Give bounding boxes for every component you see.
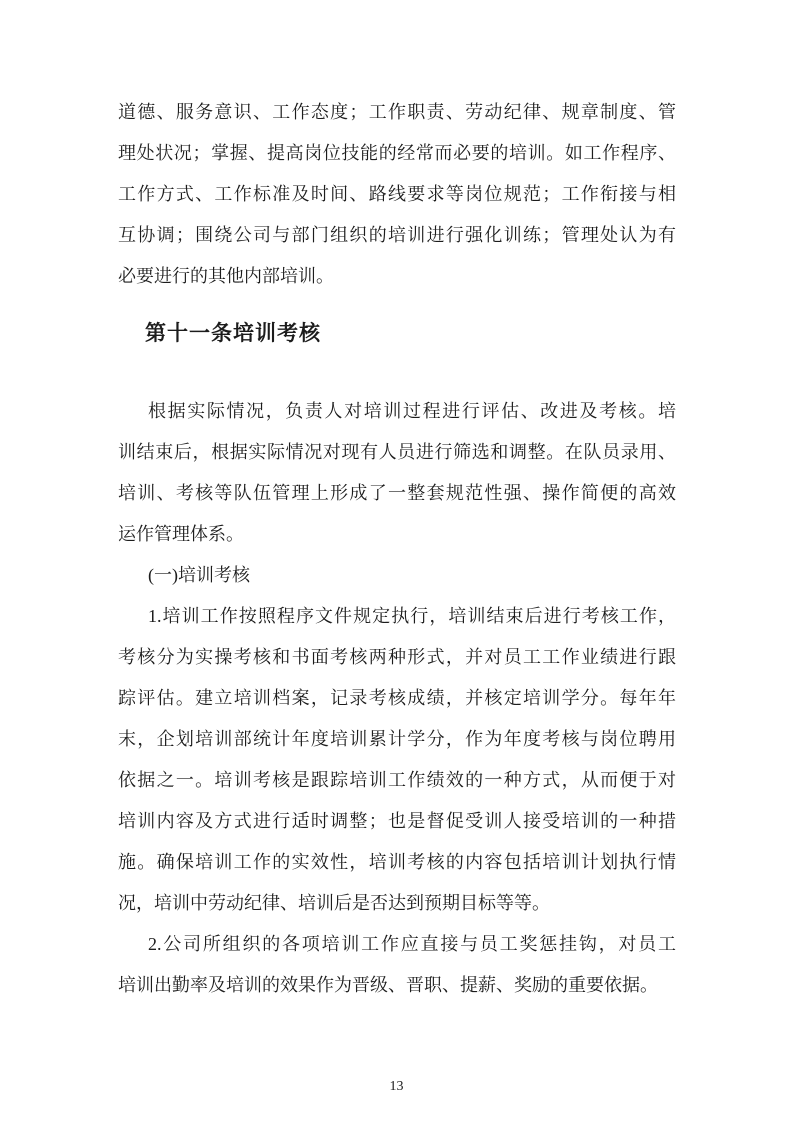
text-line: 踪评估。建立培训档案，记录考核成绩，并核定培训学分。每年年 <box>118 688 676 708</box>
paragraph <box>118 555 676 596</box>
text-line: 互协调；围绕公司与部门组织的培训进行强化训练；管理处认为有 <box>118 225 676 245</box>
text-line: 1.培训工作按照程序文件规定执行，培训结束后进行考核工作， <box>148 606 676 626</box>
text-line: 根据实际情况，负责人对培训过程进行评估、改进及考核。培 <box>148 401 676 421</box>
paragraph <box>118 924 676 1006</box>
text-line: 运作管理体系。 <box>118 524 244 544</box>
paragraph <box>118 92 676 297</box>
section-heading <box>118 313 676 354</box>
text-line: 培训、考核等队伍管理上形成了一整套规范性强、操作简便的高效 <box>118 483 676 503</box>
text-line: 训结束后，根据实际情况对现有人员进行筛选和调整。在队员录用、 <box>118 442 676 462</box>
heading-text-line: 第十一条培训考核 <box>145 321 321 345</box>
text-line: 道德、服务意识、工作态度；工作职责、劳动纪律、规章制度、管 <box>118 102 676 122</box>
text-line: 理处状况；掌握、提高岗位技能的经常而必要的培训。如工作程序、 <box>118 143 676 163</box>
page-number: 13 <box>389 1079 404 1094</box>
text-line: 考核分为实操考核和书面考核两种形式，并对员工工作业绩进行跟 <box>118 647 676 667</box>
text-line: (一)培训考核 <box>148 565 250 585</box>
text-line: 培训出勤率及培训的效果作为晋级、晋职、提薪、奖励的重要依据。 <box>118 975 658 995</box>
text-line: 必要进行的其他内部培训。 <box>118 266 334 286</box>
page-body <box>118 92 676 1006</box>
text-line: 工作方式、工作标准及时间、路线要求等岗位规范；工作衔接与相 <box>118 184 676 204</box>
paragraph <box>118 596 676 924</box>
text-line: 培训内容及方式进行适时调整；也是督促受训人接受培训的一种措 <box>118 811 676 831</box>
paragraph <box>118 391 676 555</box>
text-line: 况，培训中劳动纪律、培训后是否达到预期目标等等。 <box>118 893 550 913</box>
text-line: 依据之一。培训考核是跟踪培训工作绩效的一种方式，从而便于对 <box>118 770 676 790</box>
text-line: 2.公司所组织的各项培训工作应直接与员工奖惩挂钩，对员工 <box>148 934 676 954</box>
text-line: 施。确保培训工作的实效性，培训考核的内容包括培训计划执行情 <box>118 852 676 872</box>
text-line: 末，企划培训部统计年度培训累计学分，作为年度考核与岗位聘用 <box>118 729 676 749</box>
